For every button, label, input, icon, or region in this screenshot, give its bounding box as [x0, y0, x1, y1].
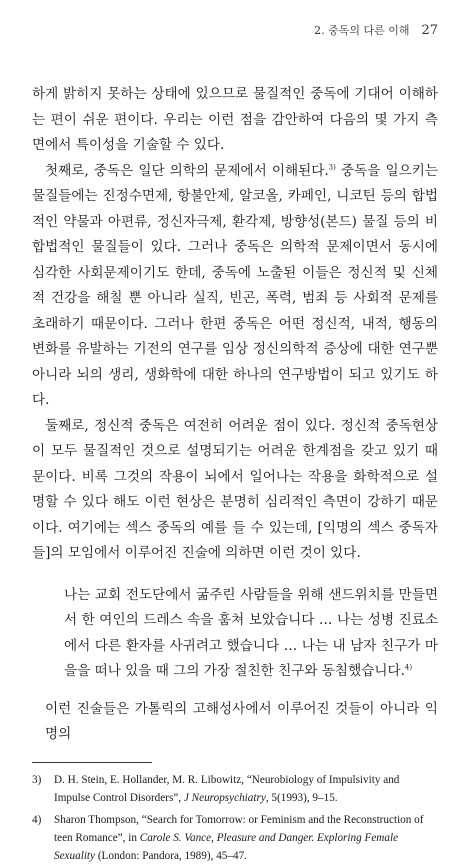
footnote-3-text [54, 771, 438, 807]
paragraph-2-rest: 중독을 일으키는 물질들에는 진정수면제, 항불안제, 알코올, 카페인, 니코틴 등의 합법적인 약물과 아편류, 정신자극제, 환각제, 방향성(본드) 물질 등의 비합법적인 물질들이 있다. 그러나 중독은 의학적 문제이면서 동시에 심각한 사회문제이기도 한데, 중독에 노출된 이들은 정신적 및 신체적 건강을 해칠 뿐 아니라 실직, 빈곤, 폭력, 범죄 등 사회적 문제를 초래하기 때문이다. 그러나 한편 중독은 어떤 정신적, 내적, 행동의 변화를 유발하는 기전의 연구를 임상 정신의학적 증상에 대한 연구뿐 아니라 뇌의 생리, 생화학에 대한 하나의 연구방법이 되고 있기도 하다. [32, 162, 438, 408]
footnote-ref-4[interactable]: 4) [404, 663, 413, 672]
page-number: 27 [421, 23, 438, 38]
footnote-divider [32, 762, 152, 763]
quote-text: 나는 교회 전도단에서 굶주린 사람들을 위해 샌드위치를 만들면서 한 여인의 드레스 속을 훔쳐 보았습니다 … 나는 성병 진료소에서 다른 환자를 사귀려고 했습니다 … 나는 내 남자 친구가 마을을 떠나 있을 때 그의 가장 절친한 친구와 동침했습니다. [64, 586, 438, 679]
continuation-paragraph: 이런 진술들은 가톨릭의 고해성사에서 이루어진 것들이 아니라 익명의 [45, 700, 438, 742]
footnote-4-number: 4) [32, 813, 42, 826]
paragraph-3: 둘째로, 정신적 중독은 여전히 어려운 점이 있다. 정신적 중독현상이 모두 물질적인 것으로 설명되기는 어려운 한계점을 갖고 있기 때문이다. 비록 그것의 작용이 뇌에서 일어나는 작용을 화학적으로 설명할 수 있다 해도 이런 현상은 분명히 심리적인 측면이 강하기 때문이다. 여기에는 섹스 중독의 예를 들 수 있는데, [익명의 섹스 중독자들]의 모임에서 이루어진 진술에 의하면 이런 것이 있다. [32, 417, 438, 561]
footnote-3-journal: J Neuropsychiatry [183, 791, 266, 804]
footnote-3-citation: D. H. Stein, E. Hollander, M. R. Libowitz, “Neurobiology of Impulsivity and Impulse Control Disorders”, [54, 773, 400, 804]
chapter-title: 2. 중독의 다른 이해 [314, 24, 410, 37]
footnote-4-book: Carole S. Vance, Pleasure and Danger. Exploring Female Sexuality [54, 831, 399, 862]
block-quote [32, 583, 438, 685]
footnote-3-number: 3) [32, 773, 42, 786]
footnote-3-pages: , 5(1993), 9–15. [265, 791, 338, 804]
footnote-4-text [54, 811, 438, 865]
footnote-4-publisher: (London: Pandora, 1989), 45–47. [95, 849, 247, 862]
footnote-3 [32, 771, 438, 807]
paragraph-1: 하게 밝히지 못하는 상태에 있으므로 물질적인 중독에 기대어 이해하는 편이 쉬운 편이다. 우리는 이런 점을 감안하여 다음의 몇 가지 측면에서 특이성을 기술할 수 있다. [32, 86, 438, 153]
footnote-4-citation: Sharon Thompson, “Search for Tomorrow: or Feminism and the Reconstruction of teen Romance”, in [54, 813, 424, 844]
paragraph-2 [32, 159, 438, 414]
footnote-ref-3[interactable]: 3) [328, 162, 336, 171]
paragraph-2-start: 첫째로, 중독은 일단 의학의 문제에서 이해된다. [45, 162, 329, 179]
footnote-4 [32, 811, 438, 865]
running-head [32, 22, 438, 38]
